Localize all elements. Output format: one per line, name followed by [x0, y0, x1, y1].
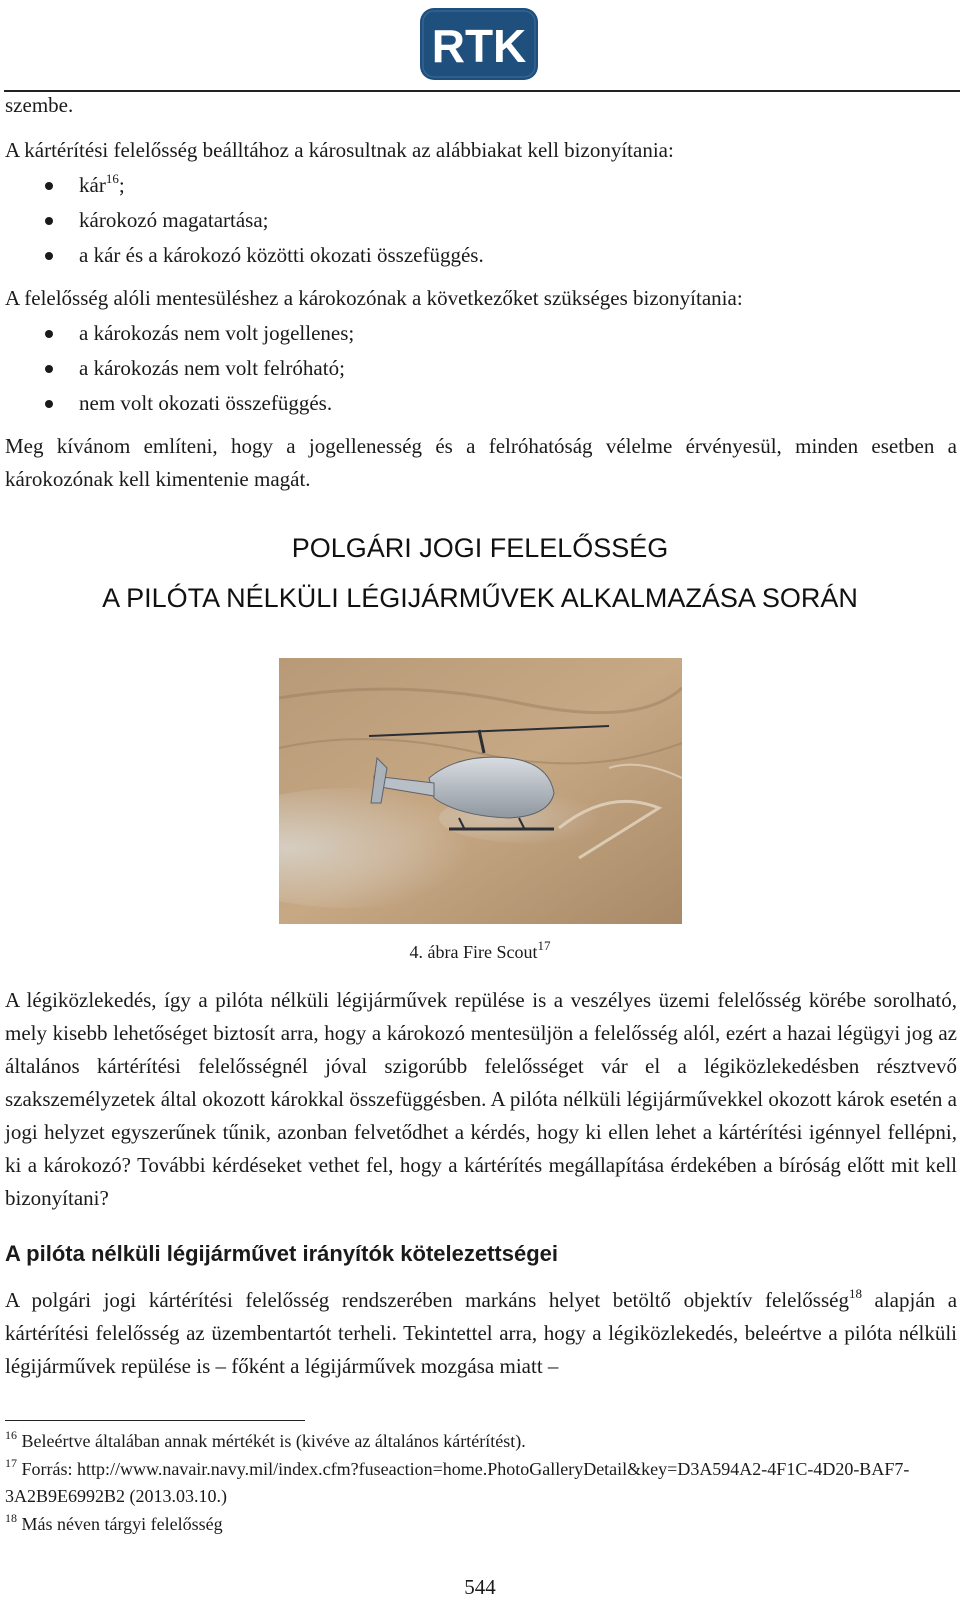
list-item: a károkozás nem volt felróható; — [5, 351, 957, 386]
continuation-text: szembe. — [5, 93, 74, 117]
list-item: kár$^{16}$; — [5, 168, 957, 203]
page-number: 544 — [464, 1575, 496, 1599]
section-title-line-1: POLGÁRI JOGI FELELŐSSÉG — [291, 533, 669, 563]
subheading: A pilóta nélküli légijárművet irányítók kötelezettségei — [5, 1241, 559, 1266]
intro-paragraph-1: A kártérítési felelősség beálltához a károsultnak az alábbiakat kell bizonyítania: — [5, 138, 674, 162]
rtk-logo — [418, 6, 540, 82]
svg-text:RTK: RTK — [431, 20, 527, 72]
fire-scout-photo — [279, 658, 682, 924]
figure-caption: 4. ábra Fire Scout$^{17}$ — [409, 938, 551, 962]
last-paragraph: A polgári jogi kártérítési felelősség rendszerében markáns helyet betöltő objektív felelősség$^{18}$ alapján a kártérítési felelősség az üzembentartót terheli. Tekintettel arra, hogy a légiközlekedés, beleértve a pilóta nélküli légijárművek repülése is – főként a légijárművek mozgása miatt – — [5, 1286, 958, 1378]
exemption-list — [5, 316, 957, 421]
footnotes — [5, 1428, 955, 1539]
list-item: a kár és a károkozó közötti okozati összefüggés. — [5, 238, 957, 273]
list-item: a károkozás nem volt jogellenes; — [5, 316, 957, 351]
footnote-rule — [5, 1420, 305, 1421]
footnote: $^{16}$ Beleértve általában annak mértékét is (kivéve az általános kártérítést). — [5, 1428, 526, 1451]
section-title-line-2: A PILÓTA NÉLKÜLI LÉGIJÁRMŰVEK ALKALMAZÁSA SORÁN — [102, 583, 858, 613]
note-paragraph: Meg kívánom említeni, hogy a jogellenesség és a felróhatóság vélelme érvényesül, minden esetben a károkozónak kell kimentenie magát. — [5, 434, 957, 491]
footnote: $^{17}$ Forrás: http://www.navair.navy.mil/index.cfm?fuseaction=home.PhotoGalleryDetail&key=D3A594A2-4F1C-4D20-BAF7-3A2B9E6992B2 (2013.03.10.) — [5, 1456, 910, 1506]
body-paragraph: A légiközlekedés, így a pilóta nélküli légijárművek repülése is a veszélyes üzemi felelősség körébe sorolható, mely kisebb lehetőséget biztosít arra, hogy a károkozó mentesüljön a felelősség alól, ezért a hazai légügyi jog az általános kártérítési felelősségnél jóval szigorúbb felelősséget vár el a légiközlekedésben résztvevő szakszemélyzetek által okozott károkkal összefüggésben. A pilóta nélküli légijárművekkel okozott károk esetén a jogi helyzet egyszerűnek tűnik, azonban felvetődhet a kérdés, hogy ki ellen lehet a kártérítési igénnyel fellépni, ki a károkozó? További kérdéseket vethet fel, hogy a kártérítés megállapítása érdekében a bíróság előtt mit kell bizonyítani? — [5, 988, 957, 1210]
list-item: károkozó magatartása; — [5, 203, 957, 238]
footnote: $^{18}$ Más néven tárgyi felelősség — [5, 1511, 223, 1534]
burden-of-proof-list — [5, 168, 957, 273]
intro-paragraph-2: A felelősség alóli mentesüléshez a károkozónak a következőket szükséges bizonyítania: — [5, 286, 743, 310]
list-item: nem volt okozati összefüggés. — [5, 386, 957, 421]
